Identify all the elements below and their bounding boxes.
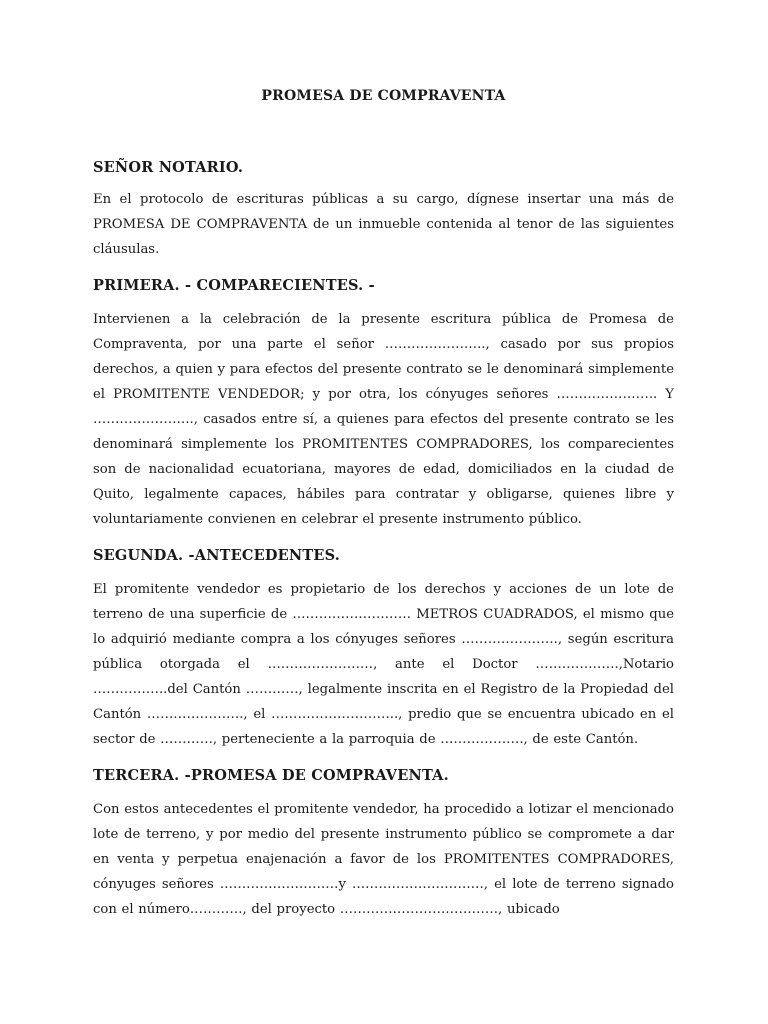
clause-heading-primera: PRIMERA. - COMPARECIENTES. - bbox=[93, 277, 375, 294]
clause-text-tercera: Con estos antecedentes el promitente vendedor, ha procedido a lotizar el mencionado lote de terreno, y por medio del presente instrumento público se compromete a dar en venta y perpetua enajenación a favor de los PROMITENTES COMPRADORES, cónyuges señores ………………………y …………………………, el lote de terreno signado con el número…………, del proyecto ………………………………, ubicado bbox=[93, 802, 674, 917]
salutation: SEÑOR NOTARIO. bbox=[93, 159, 244, 176]
document-title: PROMESA DE COMPRAVENTA bbox=[261, 88, 506, 104]
intro-paragraph: En el protocolo de escrituras públicas a su cargo, dígnese insertar una más de PROMESA DE COMPRAVENTA de un inmueble contenida al tenor de las siguientes cláusulas. bbox=[93, 192, 674, 257]
clause-heading-segunda: SEGUNDA. -ANTECEDENTES. bbox=[93, 547, 341, 564]
document-body bbox=[93, 84, 674, 934]
clause-text-segunda: El promitente vendedor es propietario de los derechos y acciones de un lote de terreno de una superficie de ……………………… METROS CUADRADOS, el mismo que lo adquirió mediante compra a los cónyuges señores …………………., según escritura pública otorgada el ……………………, ante el Doctor ……………….,Notario ……………..del Cantón …………, legalmente inscrita en el Registro de la Propiedad del Cantón …………………., el ……………………….., predio que se encuentra ubicado en el sector de …………, perteneciente a la parroquia de ………………., de este Cantón. bbox=[93, 582, 674, 747]
clause-text-primera: Intervienen a la celebración de la presente escritura pública de Promesa de Compraventa, por una parte el señor ………………….., casado por sus propios derechos, a quien y para efectos del presente contrato se le denominará simplemente el PROMITENTE VENDEDOR; y por otra, los cónyuges señores ………………….. Y ………………….., casados entre sí, a quienes para efectos del presente contrato se les denominará simplemente los PROMITENTES COMPRADORES, los comparecientes son de nacionalidad ecuatoriana, mayores de edad, domiciliados en la ciudad de Quito, legalmente capaces, hábiles para contratar y obligarse, quienes libre y voluntariamente convienen en celebrar el presente instrumento público. bbox=[93, 312, 674, 527]
clause-heading-tercera: TERCERA. -PROMESA DE COMPRAVENTA. bbox=[93, 767, 449, 784]
